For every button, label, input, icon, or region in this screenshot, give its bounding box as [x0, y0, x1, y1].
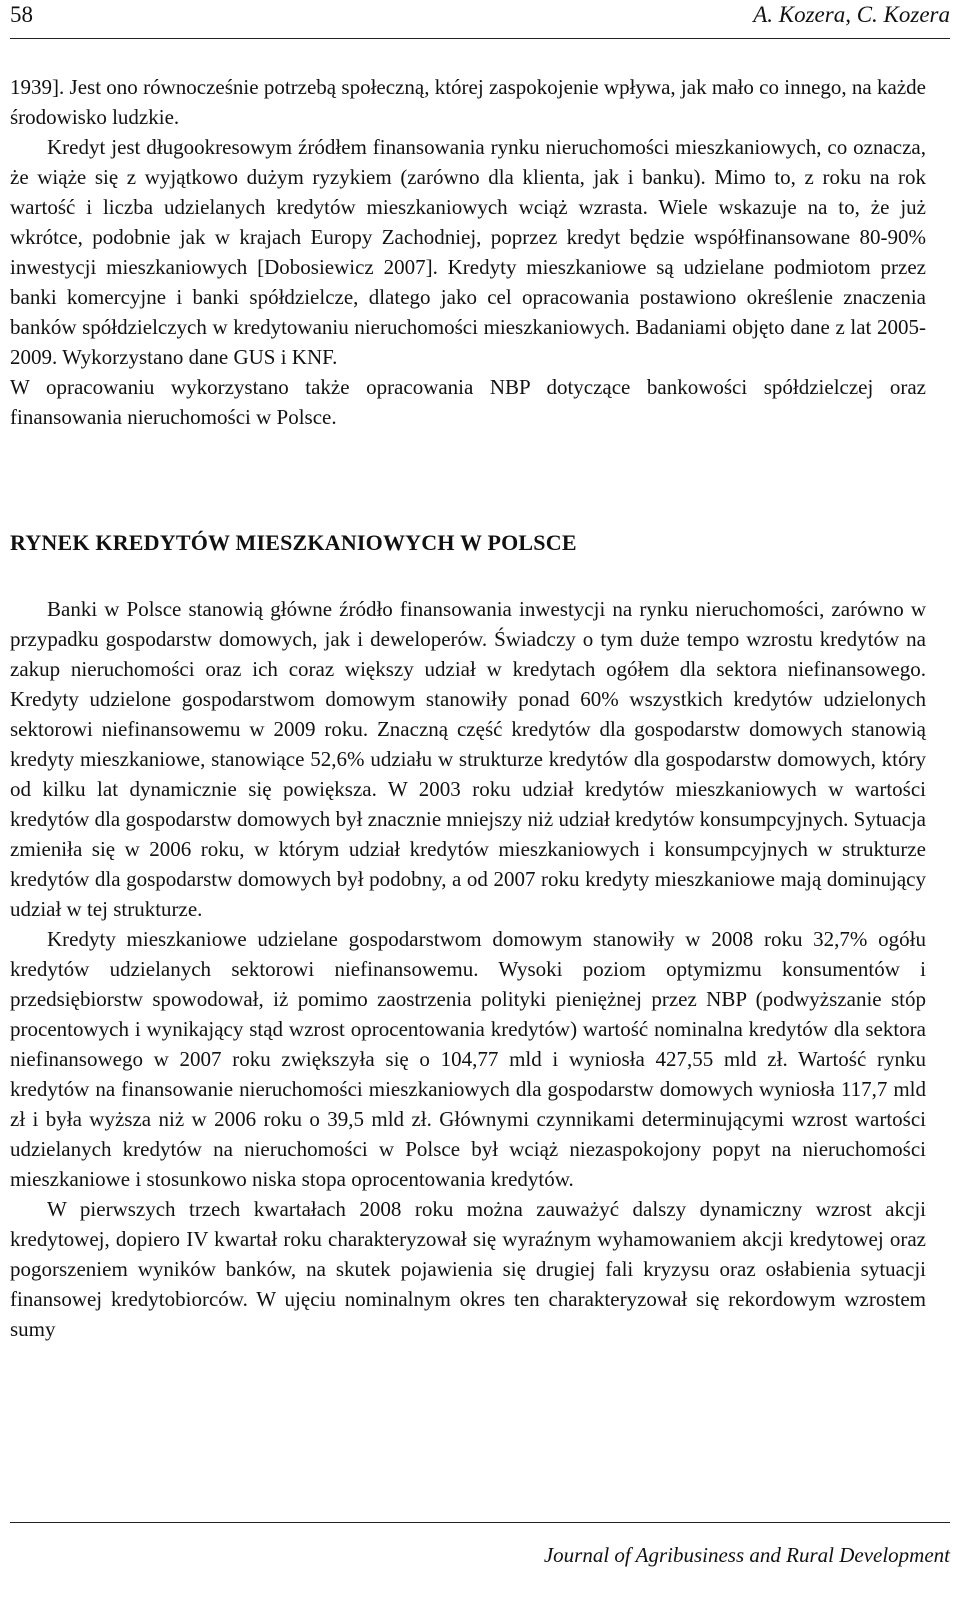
section-heading: RYNEK KREDYTÓW MIESZKANIOWYCH W POLSCE — [10, 530, 577, 555]
page-header — [10, 0, 950, 39]
paragraph: 1939]. Jest ono równocześnie potrzebą społeczną, której zaspokojenie wpływa, jak mało co innego, na każde środowisko ludzkie. — [10, 75, 926, 129]
page-footer — [10, 1522, 950, 1615]
intro-text — [10, 72, 926, 432]
paragraph: Banki w Polsce stanowią główne źródło finansowania inwestycji na rynku nieruchomości, zarówno w przypadku gospodarstw domowych, jak i deweloperów. Świadczy o tym duże tempo wzrostu kredytów na zakup nieruchomości oraz ich coraz większy udział w kredytach ogółem dla sektora niefinansowego. Kredyty udzielone gospodarstwom domowym stanowiły ponad 60% wszystkich kredytów udzielonych sektorowi niefinansowemu w 2009 roku. Znaczną część kredytów dla gospodarstw domowych stanowią kredyty mieszkaniowe, stanowiące 52,6% udziału w strukturze kredytów dla gospodarstw domowych, który od kilku lat dynamicznie się powiększa. W 2003 roku udział kredytów mieszkaniowych w wartości kredytów dla gospodarstw domowych był znacznie mniejszy niż udział kredytów konsumpcyjnych. Sytuacja zmieniła się w 2006 roku, w którym udział kredytów mieszkaniowych i konsumpcyjnych w strukturze kredytów dla gospodarstw domowych był podobny, a od 2007 roku kredyty mieszkaniowe mają dominujący udział w tej strukturze. — [10, 597, 926, 921]
page-number: 58 — [10, 2, 33, 27]
section-body — [10, 594, 926, 1344]
paragraph: W opracowaniu wykorzystano także opracowania NBP dotyczące bankowości spółdzielczej oraz finansowania nieruchomości w Polsce. — [10, 375, 926, 429]
paragraph: Kredyty mieszkaniowe udzielane gospodarstwom domowym stanowiły w 2008 roku 32,7% ogółu kredytów udzielanych sektorowi niefinansowemu. Wysoki poziom optymizmu konsumentów i przedsiębiorstw spowodował, iż pomimo zaostrzenia polityki pieniężnej przez NBP (podwyższanie stóp procentowych i wynikający stąd wzrost oprocentowania kredytów) wartość nominalna kredytów dla sektora niefinansowego w 2007 roku zwiększyła się o 104,77 mld i wyniosła 427,55 mld zł. Wartość rynku kredytów na finansowanie nieruchomości mieszkaniowych dla gospodarstw domowych wyniosła 117,7 mld zł i była wyższa niż w 2006 roku o 39,5 mld zł. Głównymi czynnikami determinującymi wzrost wartości udzielanych kredytów na nieruchomości w Polsce był wciąż niezaspokojony popyt na nieruchomości mieszkaniowe i stosunkowo niska stopa oprocentowania kredytów. — [10, 927, 926, 1191]
paragraph: W pierwszych trzech kwartałach 2008 roku można zauważyć dalszy dynamiczny wzrost akcji kredytowej, dopiero IV kwartał roku charakteryzował się wyraźnym wyhamowaniem akcji kredytowej oraz pogorszeniem wyników banków, na skutek pojawienia się drugiej fali kryzysu oraz osłabienia sytuacji finansowej kredytobiorców. W ujęciu nominalnym okres ten charakteryzował się rekordowym wzrostem sumy — [10, 1197, 926, 1341]
journal-name: Journal of Agribusiness and Rural Development — [543, 1543, 950, 1567]
paragraph: Kredyt jest długookresowym źródłem finansowania rynku nieruchomości mieszkaniowych, co oznacza, że wiąże się z wyjątkowo dużym ryzykiem (zarówno dla klienta, jak i banku). Mimo to, z roku na rok wartość i liczba udzielanych kredytów mieszkaniowych wciąż wzrasta. Wiele wskazuje na to, że już wkrótce, podobnie jak w krajach Europy Zachodniej, poprzez kredyt będzie współfinansowane 80-90% inwestycji mieszkaniowych [Dobosiewicz 2007]. Kredyty mieszkaniowe są udzielane podmiotom przez banki komercyjne i banki spółdzielcze, dlatego jako cel opracowania postawiono określenie znaczenia banków spółdzielczych w kredytowaniu nieruchomości mieszkaniowych. Badaniami objęto dane z lat 2005-2009. Wykorzystano dane GUS i KNF. — [10, 135, 926, 369]
running-head-authors: A. Kozera, C. Kozera — [753, 2, 950, 27]
